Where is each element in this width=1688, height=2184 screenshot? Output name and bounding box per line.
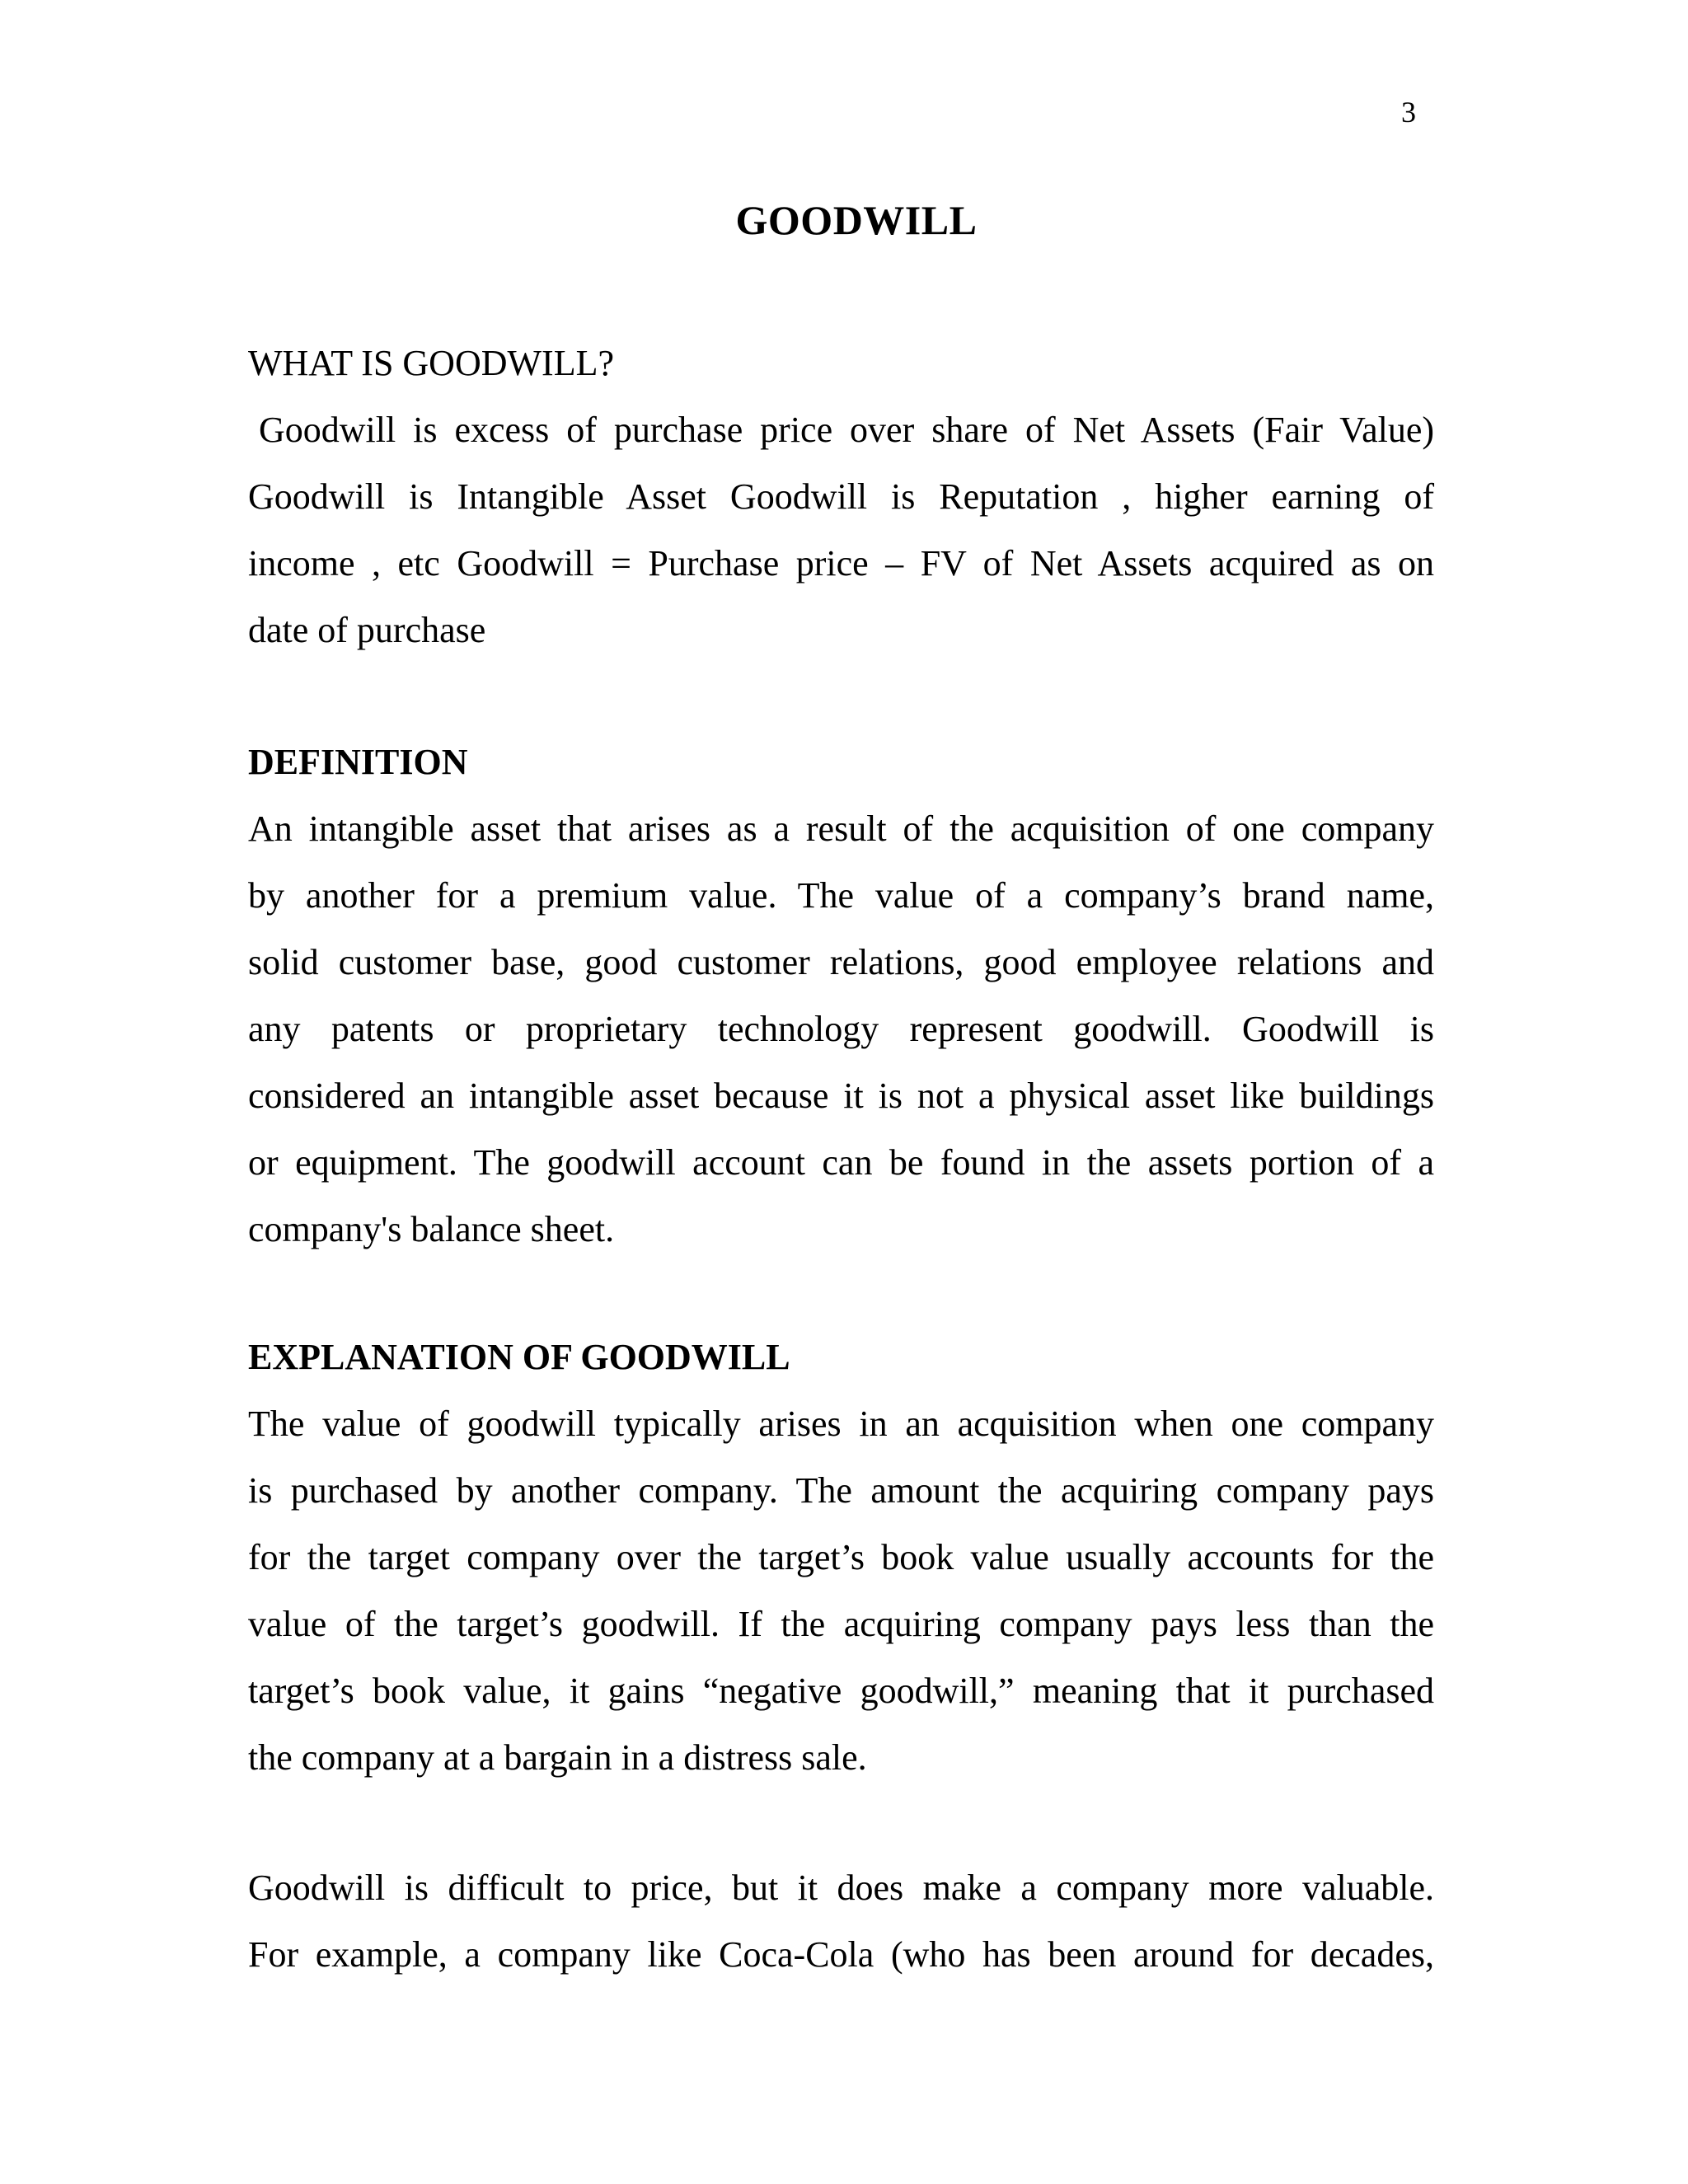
paragraph-line: or equipment. The goodwill account can be found in the assets portion of a <box>248 1142 1434 1183</box>
paragraph-line: For example, a company like Coca-Cola (who has been around for decades, <box>248 1934 1434 1975</box>
paragraph-line: date of purchase <box>248 610 486 650</box>
section-pricing <box>248 1854 1434 1988</box>
paragraph-line: by another for a premium value. The value of a company’s brand name, <box>248 875 1434 916</box>
section-definition <box>248 729 1434 1263</box>
section-heading: WHAT IS GOODWILL? <box>248 343 614 383</box>
section-explanation <box>248 1324 1434 1791</box>
section-heading: EXPLANATION OF GOODWILL <box>248 1337 790 1377</box>
paragraph-line: value of the target’s goodwill. If the acquiring company pays less than the <box>248 1604 1434 1644</box>
page-title: GOODWILL <box>735 197 978 243</box>
paragraph-line: Goodwill is difficult to price, but it does make a company more valuable. <box>248 1868 1434 1908</box>
paragraph-line: target’s book value, it gains “negative goodwill,” meaning that it purchased <box>248 1671 1434 1711</box>
section-what-is-goodwill <box>248 330 1434 663</box>
paragraph-line: Goodwill is excess of purchase price over share of Net Assets (Fair Value) <box>259 410 1434 450</box>
page-number: 3 <box>1401 96 1416 129</box>
paragraph-line: for the target company over the target’s book value usually accounts for the <box>248 1537 1434 1577</box>
paragraph-line: solid customer base, good customer relations, good employee relations and <box>248 942 1434 982</box>
paragraph-line: The value of goodwill typically arises in an acquisition when one company <box>248 1404 1434 1444</box>
section-heading: DEFINITION <box>248 742 468 782</box>
paragraph-line: An intangible asset that arises as a result of the acquisition of one company <box>248 808 1434 849</box>
paragraph-line: is purchased by another company. The amount the acquiring company pays <box>248 1470 1434 1511</box>
paragraph-line: Goodwill is Intangible Asset Goodwill is Reputation , higher earning of <box>248 476 1434 517</box>
paragraph-line: company's balance sheet. <box>248 1209 615 1249</box>
paragraph-line: considered an intangible asset because it is not a physical asset like buildings <box>248 1076 1434 1116</box>
paragraph-line: any patents or proprietary technology represent goodwill. Goodwill is <box>248 1009 1434 1049</box>
paragraph-line: income , etc Goodwill = Purchase price – FV of Net Assets acquired as on <box>248 543 1434 583</box>
paragraph-line: the company at a bargain in a distress sale. <box>248 1737 867 1778</box>
